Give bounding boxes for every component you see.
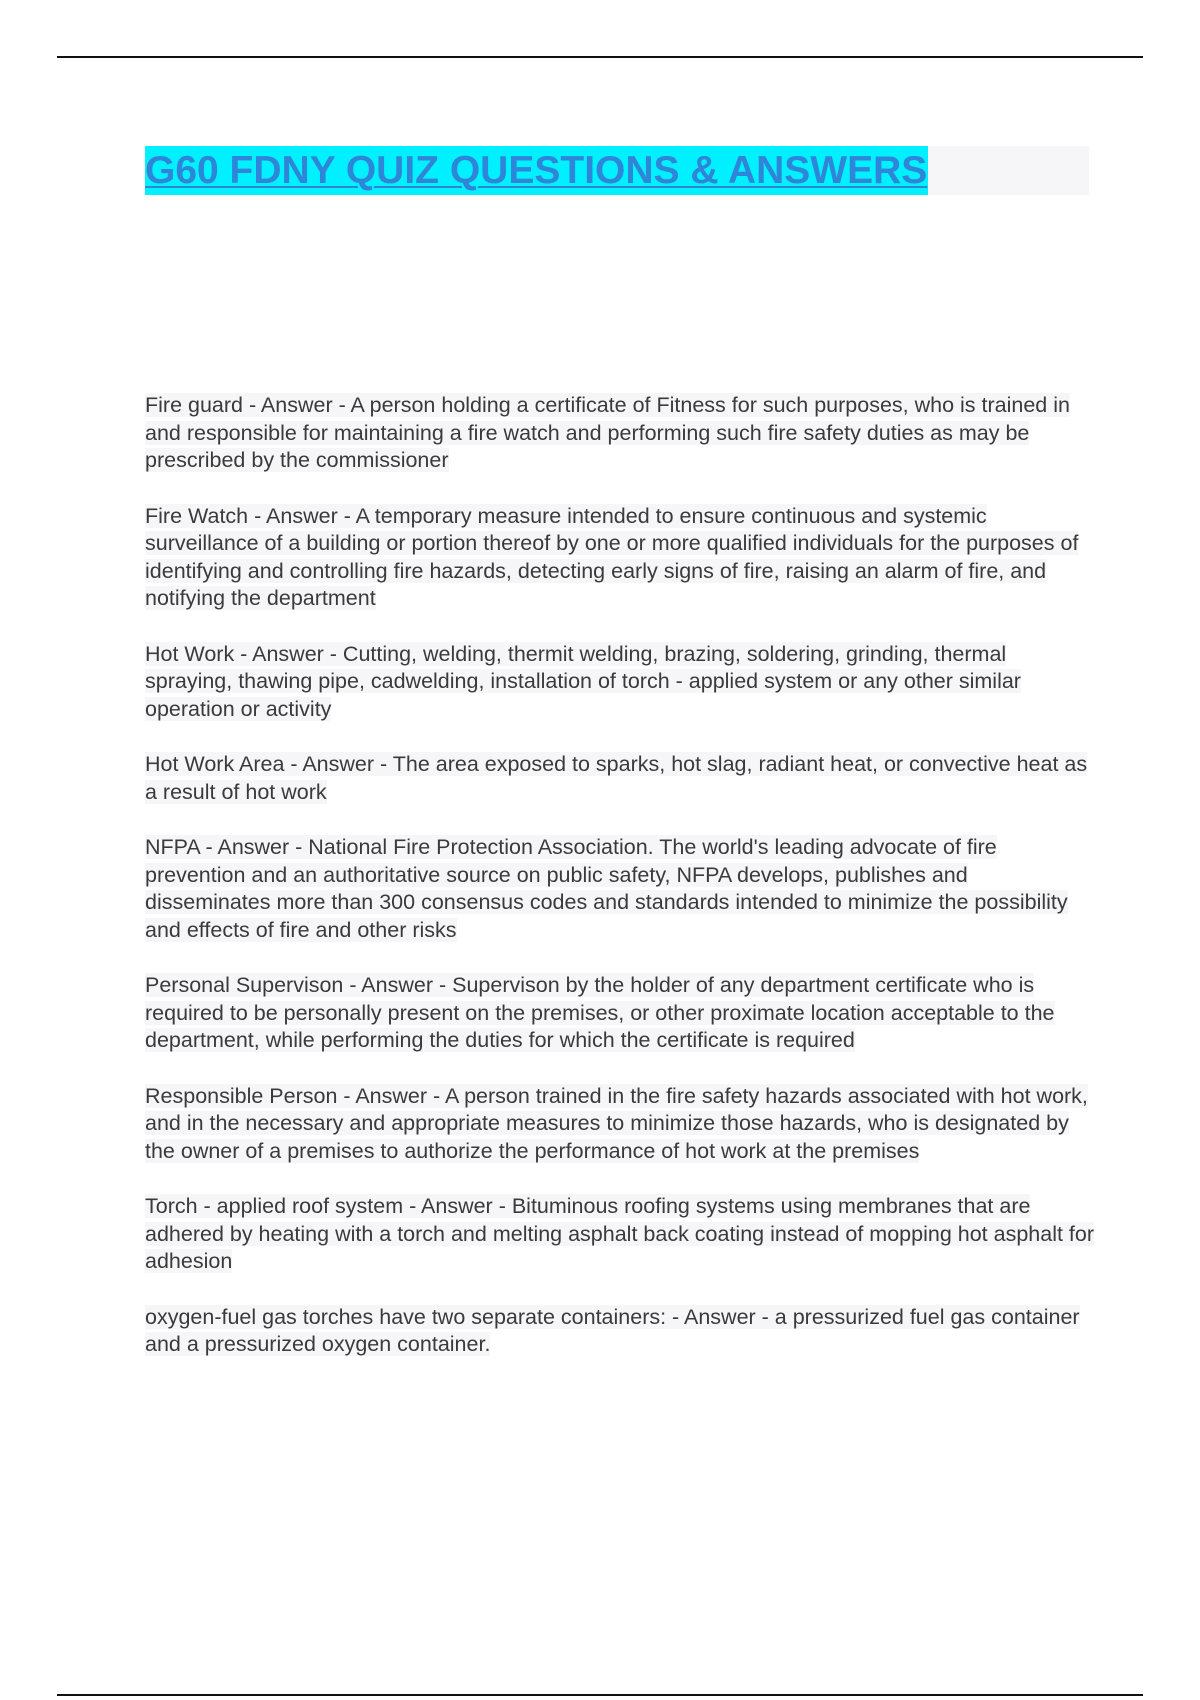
qa-entry — [145, 503, 1095, 613]
page-title: G60 FDNY QUIZ QUESTIONS & ANSWERS — [145, 146, 928, 195]
qa-entry-text: Personal Supervison - Answer - Supervison by the holder of any department certificate who is required to be personally present on the premises, or other proximate location acceptable to the department, while performing the duties for which the certificate is required — [145, 973, 1055, 1052]
qa-entry — [145, 1193, 1095, 1276]
qa-entry — [145, 1304, 1095, 1359]
qa-entry-text: Torch - applied roof system - Answer - Bituminous roofing systems using membranes that are adhered by heating with a torch and melting asphalt back coating instead of mopping hot asphalt for adhesion — [145, 1194, 1095, 1273]
qa-entry-text: Hot Work Area - Answer - The area exposed to sparks, hot slag, radiant heat, or convective heat as a result of hot work — [145, 752, 1088, 804]
qa-entry — [145, 641, 1095, 724]
qa-entry — [145, 972, 1095, 1055]
qa-entry — [145, 392, 1095, 475]
bottom-rule — [57, 1694, 1143, 1696]
qa-entry-text: Hot Work - Answer - Cutting, welding, thermit welding, brazing, soldering, grinding, thermal spraying, thawing pipe, cadwelding, installation of torch - applied system or any other similar operation or activity — [145, 641, 1021, 721]
qa-entry — [145, 1083, 1095, 1166]
qa-entry-text: NFPA - Answer - National Fire Protection Association. The world's leading advocate of fire prevention and an authoritative source on public safety, NFPA develops, publishes and disseminates more than 300 consensus codes and standards intended to minimize the possibility and effects of fire and other risks — [145, 835, 1068, 942]
qa-entry-text: oxygen-fuel gas torches have two separate containers: - Answer - a pressurized fuel gas container and a pressurized oxygen container. — [145, 1304, 1080, 1356]
qa-entry — [145, 834, 1095, 944]
qa-list — [145, 392, 1095, 1387]
qa-entry — [145, 751, 1095, 806]
qa-entry-text: Fire guard - Answer - A person holding a certificate of Fitness for such purposes, who is trained in and responsible for maintaining a fire watch and performing such fire safety duties as may be prescribed by the commissioner — [145, 393, 1070, 472]
qa-entry-text: Responsible Person - Answer - A person trained in the fire safety hazards associated with hot work, and in the necessary and appropriate measures to minimize those hazards, who is designated by the owner of a premises to authorize the performance of hot work at the premises — [145, 1083, 1088, 1163]
top-rule — [57, 56, 1143, 58]
qa-entry-text: Fire Watch - Answer - A temporary measure intended to ensure continuous and systemic surveillance of a building or portion thereof by one or more qualified individuals for the purposes of identifying and controlling fire hazards, detecting early signs of fire, raising an alarm of fire, and notifying the department — [145, 503, 1079, 610]
